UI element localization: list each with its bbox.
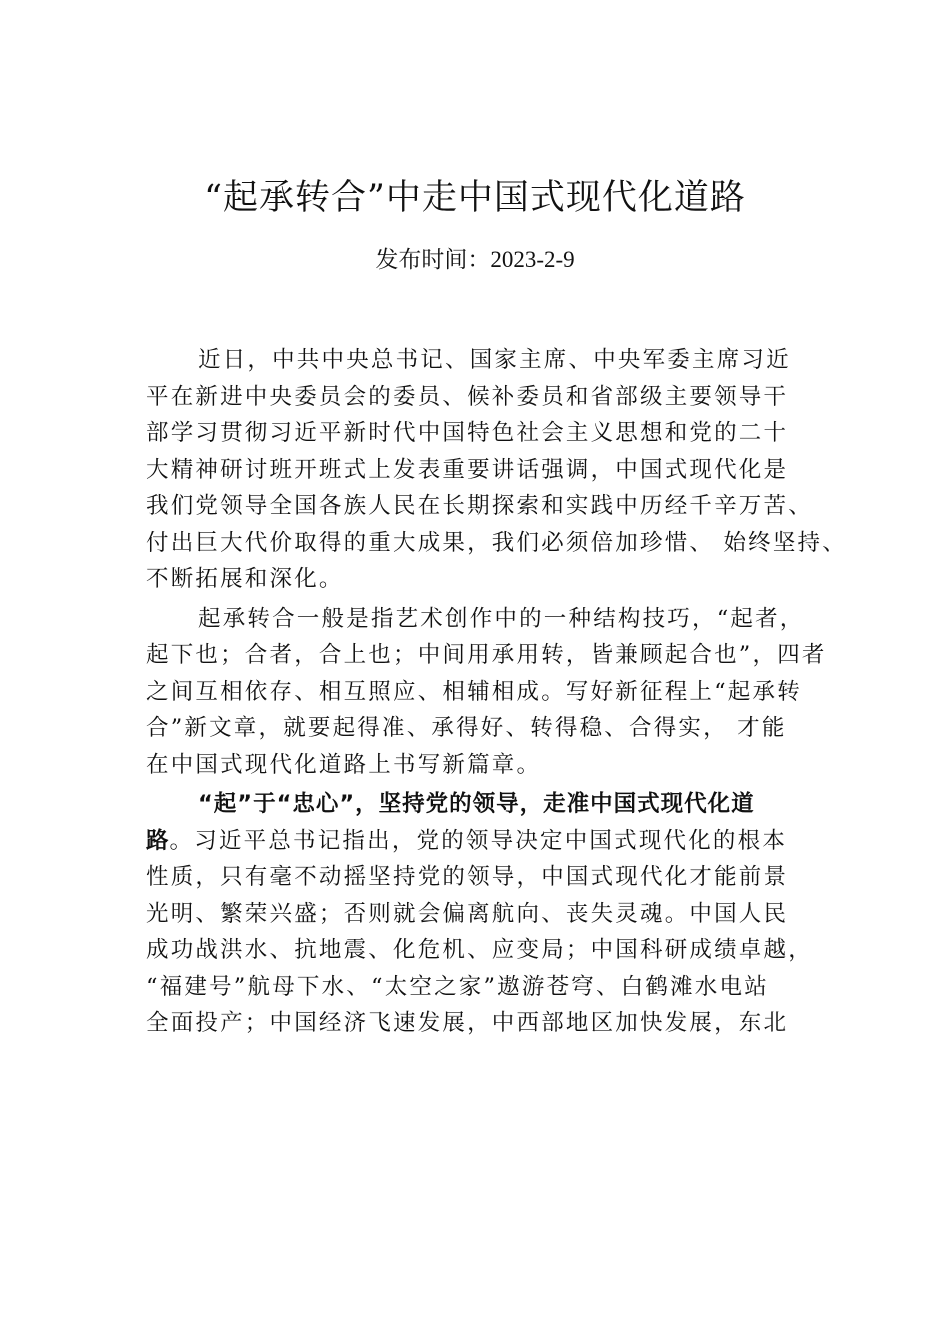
text-line: 合”新文章，就要起得准、承得好、转得稳、合得实， 才能 xyxy=(146,715,787,741)
publish-date xyxy=(0,244,950,276)
text-line-rest: 。习近平总书记指出，党的领导决定中国式现代化的根本 xyxy=(169,827,788,854)
publish-date-value: 2023-2-9 xyxy=(490,247,575,272)
text-line: 成功战洪水、抗地震、化危机、应变局；中国科研成绩卓越， xyxy=(146,937,813,963)
paragraph-1 xyxy=(146,342,847,598)
article-body xyxy=(146,342,847,1045)
text-line: 平在新进中央委员会的委员、候补委员和省部级主要领导干 xyxy=(146,383,789,410)
text-line: 我们党领导全国各族人民在长期探索和实践中历经千辛万苦、 xyxy=(146,493,813,519)
text-line: 光明、繁荣兴盛；否则就会偏离航向、丧失灵魂。中国人民 xyxy=(146,900,789,927)
text-line: “福建号”航母下水、“太空之家”遨游苍穹、白鹤滩水电站 xyxy=(146,973,769,1000)
text-line: 起承转合一般是指艺术创作中的一种结构技巧，“起者， xyxy=(198,605,805,632)
text-line: 近日，中共中央总书记、国家主席、中央军委主席习近 xyxy=(198,347,791,373)
text-line: 在中国式现代化道路上书写新篇章。 xyxy=(146,751,542,778)
text-line: 性质，只有毫不动摇坚持党的领导，中国式现代化才能前景 xyxy=(146,864,789,890)
text-line: 全面投产；中国经济飞速发展，中西部地区加快发展，东北 xyxy=(146,1010,789,1036)
text-line: 不断拓展和深化。 xyxy=(146,566,344,592)
section-heading-end: 路 xyxy=(146,827,170,854)
text-line: 部学习贯彻习近平新时代中国特色社会主义思想和党的二十 xyxy=(146,420,789,446)
text-line: 起下也；合者，合上也；中间用承用转，皆兼顾起合也”，四者 xyxy=(146,642,827,668)
text-line: 付出巨大代价取得的重大成果，我们必须倍加珍惜、 始终坚持、 xyxy=(146,529,847,556)
paragraph-2 xyxy=(146,601,836,784)
section-heading: “起”于“忠心”，坚持党的领导，走准中国式现代化道 xyxy=(198,791,755,817)
paragraph-3 xyxy=(146,786,836,1042)
document-title: “起承转合”中走中国式现代化道路 xyxy=(204,178,746,218)
text-line: 大精神研讨班开班式上发表重要讲话强调，中国式现代化是 xyxy=(146,456,789,483)
publish-date-label: 发布时间： xyxy=(375,247,491,273)
text-line: 之间互相依存、相互照应、相辅相成。写好新征程上“起承转 xyxy=(146,678,802,705)
text-line xyxy=(146,823,836,860)
